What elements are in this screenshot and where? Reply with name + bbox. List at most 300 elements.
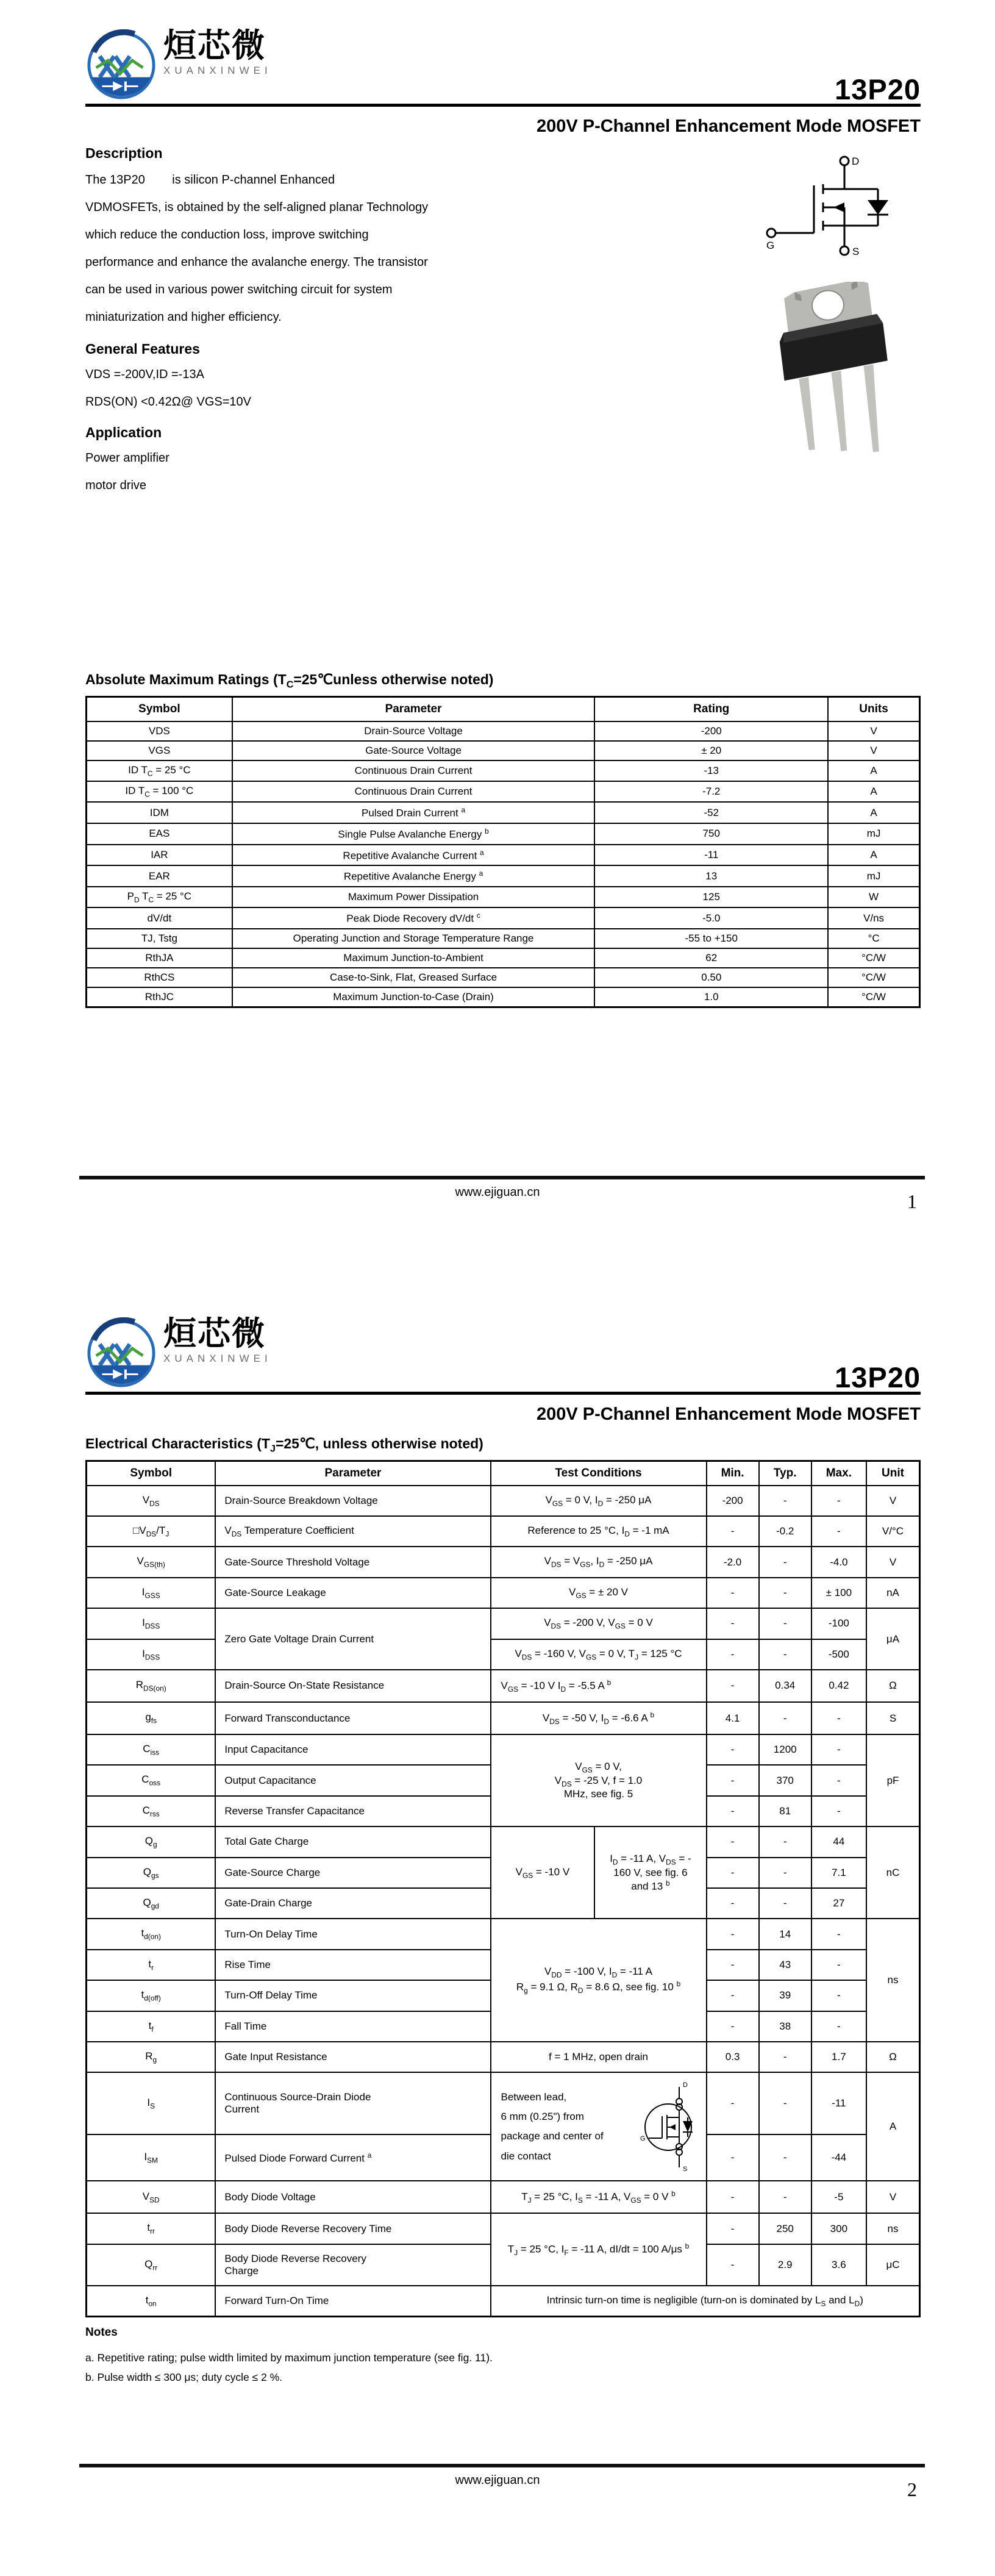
cell-rating: 62 [594,948,828,968]
cell-symbol: $C_{iss}$ [87,1734,216,1765]
cell-max: 7.1 [811,1858,866,1888]
cell-parameter: Fall Time [215,2011,490,2042]
cell-typ: 370 [759,1765,811,1795]
terminal-label-g: G [766,240,775,251]
cell-symbol: RthCS [87,968,232,987]
cell-symbol: $I_S$ [87,2072,216,2134]
cell-symbol: dV/dt [87,907,232,929]
table-row [87,907,920,929]
cell-unit: ns [866,2213,920,2244]
cell-min: - [707,1578,759,1608]
cell-typ: - [759,2072,811,2134]
footer-divider [79,2464,925,2467]
cell-units: V [828,741,919,760]
cell-test-conditions: $T_J = 25$ °C, $I_F = -11$ A, dI/dt = 100 A/μs $^b$ [491,2213,707,2285]
cell-parameter: Operating Junction and Storage Temperature Range [232,929,595,948]
cell-unit: V [866,1547,920,1577]
cell-units: A [828,845,919,866]
cell-parameter: Total Gate Charge [215,1826,490,1857]
cell-test-conditions: Reference to 25 °C, $I_D = -1$ mA [491,1516,707,1547]
cell-typ: - [759,1858,811,1888]
table-row [87,1639,920,1670]
cell-symbol: ID $T_C = 25$ °C [87,760,232,781]
table-header-row [87,1461,920,1486]
cell-units: °C/W [828,968,919,987]
cell-rating: -7.2 [594,781,828,802]
cell-test-conditions: $V_{GS} = 0$ V, $I_D = -250$ μA [491,1486,707,1516]
cell-min: - [707,1670,759,1702]
cell-parameter: Case-to-Sink, Flat, Greased Surface [232,968,595,987]
col-parameter: Parameter [232,696,595,721]
table-row [87,2286,920,2317]
cell-max: - [811,1919,866,1949]
col-units: Units [828,696,919,721]
col-typ: Typ. [759,1461,811,1486]
cell-symbol: $R_g$ [87,2042,216,2072]
footer-url[interactable]: www.ejiguan.cn [455,1186,540,1199]
page-2 [0,1288,995,2576]
cell-symbol: $I_{DSS}$ [87,1608,216,1639]
description-title: Description [85,145,163,161]
cell-max: -500 [811,1639,866,1670]
col-symbol: Symbol [87,1461,216,1486]
page-number: 1 [907,1190,917,1212]
cell-parameter: Rise Time [215,1950,490,1980]
logo-latin-text: XUANXINWEI [163,65,272,76]
cell-typ: 250 [759,2213,811,2244]
cell-symbol: $P_D$ $T_C = 25$ °C [87,887,232,907]
cell-rating: -52 [594,802,828,823]
cell-symbol: RthJC [87,987,232,1007]
notes-title: Notes [85,2326,118,2339]
page-number: 2 [907,2478,917,2500]
description-line: miniaturization and higher efficiency. [85,310,282,324]
description-line: VDMOSFETs, is obtained by the self-aligned planar Technology [85,201,429,214]
cell-unit: V [866,2181,920,2213]
cell-symbol: $Q_{gs}$ [87,1858,216,1888]
cell-parameter: Turn-On Delay Time [215,1919,490,1949]
cell-min: - [707,1888,759,1919]
cell-min: 4.1 [707,1702,759,1734]
terminal-label-g: G [640,2135,646,2143]
cell-min: - [707,1765,759,1795]
cell-typ: - [759,1702,811,1734]
col-rating: Rating [594,696,828,721]
cell-min: - [707,1796,759,1826]
part-number: 13P20 [835,1361,921,1394]
table-row [87,1578,920,1608]
cell-min: -200 [707,1486,759,1516]
table-row [87,1608,920,1639]
cell-parameter: Maximum Junction-to-Ambient [232,948,595,968]
cell-max: -44 [811,2134,866,2181]
is-condition-text: Between lead, 6 mm (0.25") from package and center of die contact [501,2091,604,2162]
cell-typ: - [759,2181,811,2213]
cell-unit: pF [866,1734,920,1826]
logo-chinese-text: 烜芯微 [163,1314,266,1353]
cell-symbol: $g_{fs}$ [87,1702,216,1734]
cell-max: - [811,1796,866,1826]
note-b: b. Pulse width ≤ 300 μs; duty cycle ≤ 2 %. [85,2371,283,2384]
table-row [87,987,920,1007]
table-row [87,968,920,987]
cell-parameter: Pulsed Drain Current $^a$ [232,802,595,823]
cell-rating: 125 [594,887,828,907]
feature-line: VDS =-200V,ID =-13A [85,368,204,381]
cell-max: - [811,1950,866,1980]
page-footer [0,1176,995,1212]
terminal-label-s: S [852,246,860,257]
cell-symbol: $I_{SM}$ [87,2134,216,2181]
cell-typ: - [759,1486,811,1516]
table-row [87,1516,920,1547]
table-row [87,865,920,887]
cell-typ: 0.34 [759,1670,811,1702]
cell-min: - [707,2072,759,2134]
col-parameter: Parameter [215,1461,490,1486]
cell-typ: - [759,1826,811,1857]
cell-unit: Ω [866,2042,920,2072]
logo-chinese-text: 烜芯微 [163,26,266,65]
table-row [87,887,920,907]
mosfet-symbol-icon [753,154,899,262]
cell-test-conditions [491,2072,707,2181]
cell-symbol: $t_f$ [87,2011,216,2042]
cell-parameter: Peak Diode Recovery dV/dt $^c$ [232,907,595,929]
cell-rating: 0.50 [594,968,828,987]
cell-parameter: Continuous Source-Drain Diode Current [215,2072,490,2134]
mosfet-circle-icon [639,2081,702,2172]
terminal-label-d: D [682,2081,688,2089]
cell-parameter: Gate-Source Voltage [232,741,595,760]
cell-max: 1.7 [811,2042,866,2072]
cell-test-conditions: $V_{DS} = -160$ V, $V_{GS} = 0$ V, $T_J = 125$ °C [491,1639,707,1670]
table-row [87,2181,920,2213]
cell-min: - [707,2134,759,2181]
cell-max: -5 [811,2181,866,2213]
cell-min: - [707,2011,759,2042]
table-row [87,760,920,781]
cell-unit: S [866,1702,920,1734]
table-row [87,1702,920,1734]
cell-test-conditions: f = 1 MHz, open drain [491,2042,707,2072]
cell-parameter: Gate-Source Charge [215,1858,490,1888]
cell-max: 27 [811,1888,866,1919]
cell-typ: - [759,1547,811,1577]
cell-units: A [828,781,919,802]
package-photo-figure [773,282,895,462]
table-row [87,2072,920,2134]
cell-min: - [707,1950,759,1980]
cell-max: - [811,1765,866,1795]
cell-parameter: Continuous Drain Current [232,760,595,781]
to220-package-icon [773,282,895,459]
feature-line: RDS(ON) <0.42Ω@ VGS=10V [85,395,252,409]
cell-unit: A [866,2072,920,2181]
page-footer [0,2464,995,2500]
cell-typ: 14 [759,1919,811,1949]
cell-max: - [811,1516,866,1547]
cell-typ: - [759,1639,811,1670]
document-subtitle: 200V P-Channel Enhancement Mode MOSFET [536,116,921,136]
description-line: can be used in various power switching circuit for system [85,283,393,296]
cell-min: - [707,1919,759,1949]
part-number: 13P20 [835,73,921,106]
cell-units: V [828,721,919,741]
cell-typ: - [759,2042,811,2072]
table-row [87,781,920,802]
cell-parameter: Drain-Source On-State Resistance [215,1670,490,1702]
cell-parameter: Gate-Source Threshold Voltage [215,1547,490,1577]
cell-max: -100 [811,1608,866,1639]
cell-parameter: Maximum Power Dissipation [232,887,595,907]
cell-max: - [811,2011,866,2042]
cell-unit: μC [866,2244,920,2286]
cell-rating: -5.0 [594,907,828,929]
cell-test-conditions: $I_D = -11$ A, $V_{DS}$ = - 160 V, see fig. 6 and 13 $^b$ [594,1826,706,1919]
cell-unit: V [866,1486,920,1516]
cell-parameter: Body Diode Reverse Recovery Charge [215,2244,490,2286]
cell-test-conditions: $V_{GS}$ = ± 20 V [491,1578,707,1608]
cell-symbol: VGS [87,741,232,760]
cell-rating: -200 [594,721,828,741]
table-row [87,845,920,866]
table-row [87,1486,920,1516]
cell-test-conditions: $V_{DS} = -50$ V, $I_D = -6.6$ A $^b$ [491,1702,707,1734]
table-row [87,1919,920,1949]
cell-min: - [707,2213,759,2244]
logo-mark-icon [85,29,157,101]
description-line: performance and enhance the avalanche energy. The transistor [85,256,428,269]
cell-parameter: Single Pulse Avalanche Energy $^b$ [232,823,595,845]
cell-parameter: Maximum Junction-to-Case (Drain) [232,987,595,1007]
cell-units: A [828,760,919,781]
cell-symbol: $V_{SD}$ [87,2181,216,2213]
cell-units: °C/W [828,948,919,968]
cell-max: - [811,1734,866,1765]
cell-symbol: $t_{d(on)}$ [87,1919,216,1949]
cell-symbol: $R_{DS(on)}$ [87,1670,216,1702]
cell-symbol: $I_{DSS}$ [87,1639,216,1670]
cell-min: - [707,1608,759,1639]
cell-parameter: Output Capacitance [215,1765,490,1795]
cell-parameter: Drain-Source Voltage [232,721,595,741]
cell-parameter: Repetitive Avalanche Current $^a$ [232,845,595,866]
cell-units: °C/W [828,987,919,1007]
cell-symbol: $Q_{gd}$ [87,1888,216,1919]
description-line: which reduce the conduction loss, improve switching [85,228,369,242]
general-features-title: General Features [85,341,200,357]
cell-symbol: ID $T_C = 100$ °C [87,781,232,802]
cell-test-conditions: Intrinsic turn-on time is negligible (turn-on is dominated by $L_S$ and $L_D$) [491,2286,920,2317]
table-header-row [87,696,920,721]
cell-symbol: $V_{GS(th)}$ [87,1547,216,1577]
logo-text-block [163,1314,272,1365]
cell-units: V/ns [828,907,919,929]
page-header [85,1288,921,1395]
col-max: Max. [811,1461,866,1486]
table-row [87,948,920,968]
cell-parameter: Continuous Drain Current [232,781,595,802]
cell-parameter: $V_{DS}$ Temperature Coefficient [215,1516,490,1547]
company-logo [85,1314,921,1389]
cell-min: - [707,2244,759,2286]
abs-max-ratings-table [85,696,921,1008]
cell-symbol: $V_{DS}$ [87,1486,216,1516]
company-logo [85,26,921,101]
cell-units: mJ [828,865,919,887]
cell-parameter: Pulsed Diode Forward Current $^a$ [215,2134,490,2181]
cell-units: A [828,802,919,823]
cell-typ: 81 [759,1796,811,1826]
application-title: Application [85,424,162,440]
cell-parameter: Reverse Transfer Capacitance [215,1796,490,1826]
cell-parameter: Drain-Source Breakdown Voltage [215,1486,490,1516]
cell-symbol: $t_{d(off)}$ [87,1980,216,2011]
terminal-label-s: S [682,2166,687,2173]
cell-typ: 2.9 [759,2244,811,2286]
page-header [85,0,921,107]
mosfet-schematic-figure [753,154,899,265]
cell-symbol: IDM [87,802,232,823]
cell-symbol: $t_{rr}$ [87,2213,216,2244]
cell-typ: - [759,2134,811,2181]
cell-unit: V/°C [866,1516,920,1547]
cell-rating: 750 [594,823,828,845]
table-row [87,929,920,948]
cell-parameter: Forward Turn-On Time [215,2286,490,2317]
cell-test-conditions: $V_{GS} = -10$ V [491,1826,595,1919]
cell-min: - [707,1639,759,1670]
cell-parameter: Body Diode Voltage [215,2181,490,2213]
cell-symbol: IAR [87,845,232,866]
table-row [87,1734,920,1765]
cell-rating: 1.0 [594,987,828,1007]
cell-rating: -13 [594,760,828,781]
col-test-conditions: Test Conditions [491,1461,707,1486]
cell-typ: 38 [759,2011,811,2042]
cell-parameter: Zero Gate Voltage Drain Current [215,1608,490,1670]
cell-parameter: Gate-Drain Charge [215,1888,490,1919]
cell-min: - [707,1734,759,1765]
cell-parameter: Turn-Off Delay Time [215,1980,490,2011]
logo-latin-text: XUANXINWEI [163,1353,272,1364]
cell-test-conditions: $V_{GS} = -10$ V $I_D = -5.5$ A $^b$ [491,1670,707,1702]
table-row [87,2042,920,2072]
cell-parameter: Forward Transconductance [215,1702,490,1734]
cell-min: - [707,2181,759,2213]
cell-typ: 43 [759,1950,811,1980]
cell-typ: -0.2 [759,1516,811,1547]
description-line: The 13P20 is silicon P-channel Enhanced [85,173,335,187]
cell-typ: - [759,1578,811,1608]
logo-text-block [163,26,272,77]
col-symbol: Symbol [87,696,232,721]
cell-max: 3.6 [811,2244,866,2286]
cell-unit: nC [866,1826,920,1919]
cell-max: - [811,1486,866,1516]
cell-max: 0.42 [811,1670,866,1702]
cell-min: 0.3 [707,2042,759,2072]
cell-min: -2.0 [707,1547,759,1577]
cell-max: 300 [811,2213,866,2244]
cell-symbol: RthJA [87,948,232,968]
cell-test-conditions: $V_{DS} = -200$ V, $V_{GS} = 0$ V [491,1608,707,1639]
footer-url[interactable]: www.ejiguan.cn [455,2474,540,2487]
cell-unit: nA [866,1578,920,1608]
cell-min: - [707,1516,759,1547]
cell-min: - [707,1858,759,1888]
table-row [87,823,920,845]
cell-parameter: Gate Input Resistance [215,2042,490,2072]
cell-symbol: $t_r$ [87,1950,216,1980]
table-row [87,1826,920,1857]
note-a: a. Repetitive rating; pulse width limited by maximum junction temperature (see fig. 11). [85,2352,493,2364]
logo-mark-icon [85,1317,157,1389]
cell-test-conditions: $T_J = 25$ °C, $I_S = -11$ A, $V_{GS} = 0$ V $^b$ [491,2181,707,2213]
cell-test-conditions: $V_{DD} = -100$ V, $I_D = -11$ A $R_g = 9.1$ Ω, $R_D = 8.6$ Ω, see fig. 10 $^b$ [491,1919,707,2042]
table-row [87,741,920,760]
cell-symbol: $Q_g$ [87,1826,216,1857]
cell-max: - [811,1702,866,1734]
cell-symbol: EAS [87,823,232,845]
table-row [87,1670,920,1702]
cell-parameter: Repetitive Avalanche Energy $^a$ [232,865,595,887]
table-row [87,802,920,823]
cell-test-conditions: $V_{DS} = V_{GS}$, $I_D = -250$ μA [491,1547,707,1577]
electrical-characteristics-table [85,1460,921,2318]
cell-rating: 13 [594,865,828,887]
cell-parameter: Body Diode Reverse Recovery Time [215,2213,490,2244]
cell-typ: 39 [759,1980,811,2011]
cell-min: - [707,1980,759,2011]
table-row [87,2213,920,2244]
cell-symbol: $Q_{rr}$ [87,2244,216,2286]
cell-typ: 1200 [759,1734,811,1765]
cell-symbol: $t_{on}$ [87,2286,216,2317]
cell-symbol: $□V_{DS}/T_J$ [87,1516,216,1547]
terminal-label-d: D [852,156,860,167]
cell-units: °C [828,929,919,948]
cell-max: - [811,1980,866,2011]
cell-rating: -11 [594,845,828,866]
cell-max: ± 100 [811,1578,866,1608]
cell-max: 44 [811,1826,866,1857]
application-line: Power amplifier [85,451,169,465]
cell-typ: - [759,1608,811,1639]
table-row [87,1547,920,1577]
cell-symbol: $C_{oss}$ [87,1765,216,1795]
col-min: Min. [707,1461,759,1486]
footer-divider [79,1176,925,1179]
cell-max: -11 [811,2072,866,2134]
application-line: motor drive [85,479,147,492]
cell-parameter: Input Capacitance [215,1734,490,1765]
abs-max-ratings-title: Absolute Maximum Ratings ($T_C=25℃unless$ otherwise noted) [85,671,494,690]
cell-unit: ns [866,1919,920,2042]
cell-rating: ± 20 [594,741,828,760]
col-unit: Unit [866,1461,920,1486]
cell-typ: - [759,1888,811,1919]
cell-units: mJ [828,823,919,845]
document-subtitle: 200V P-Channel Enhancement Mode MOSFET [536,1404,921,1424]
cell-unit: μA [866,1608,920,1670]
cell-symbol: TJ, Tstg [87,929,232,948]
cell-min: - [707,1826,759,1857]
cell-rating: -55 to +150 [594,929,828,948]
table-row [87,721,920,741]
cell-symbol: VDS [87,721,232,741]
